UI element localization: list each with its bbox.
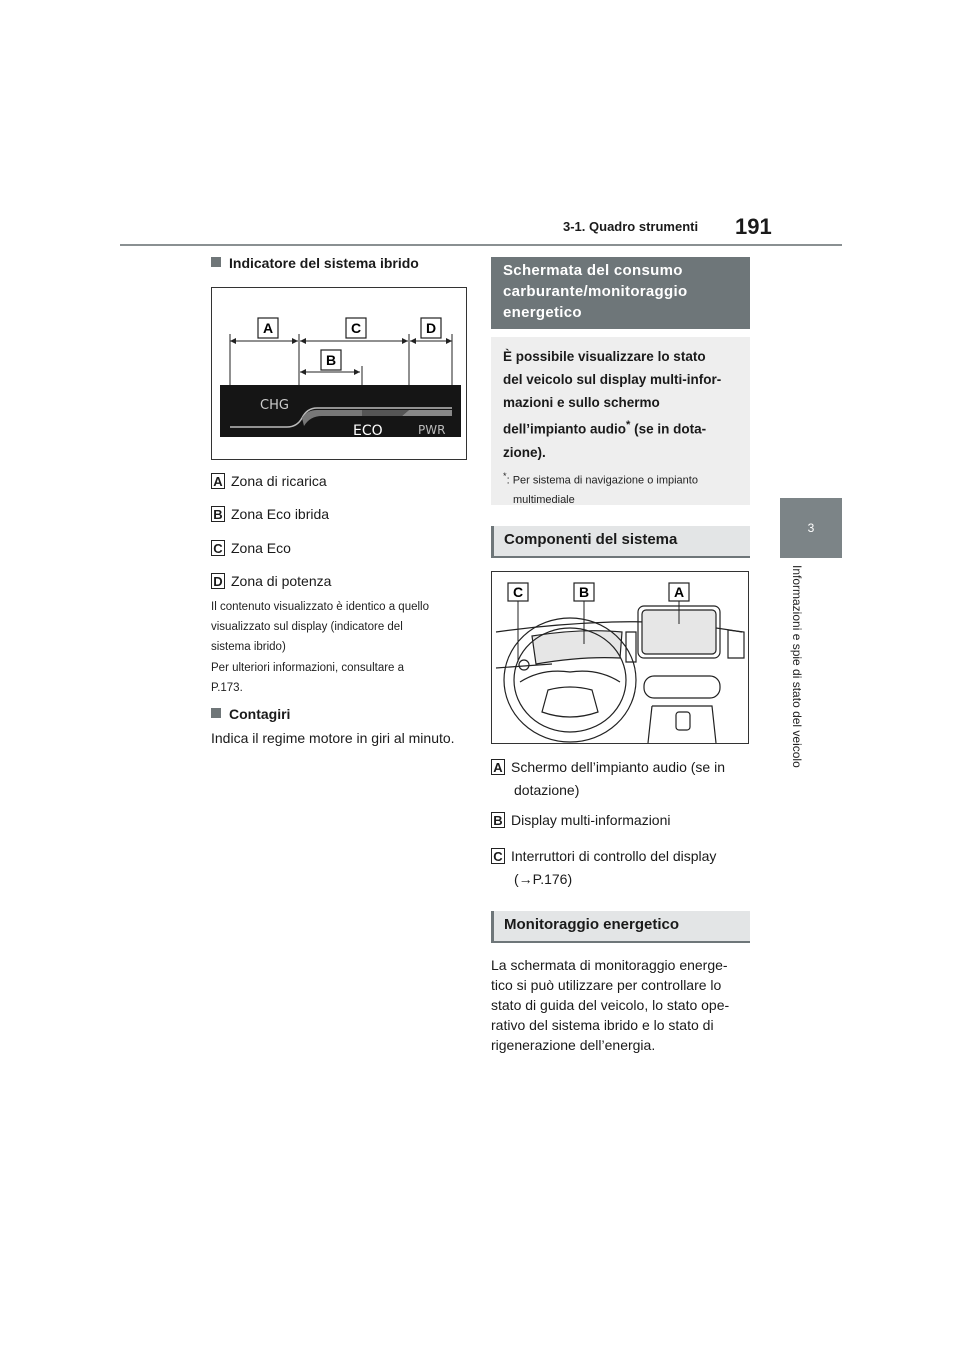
hybrid-indicator-figure (211, 287, 467, 460)
legend-letter: C (211, 540, 225, 556)
tachometer-heading: Contagiri (211, 706, 290, 722)
fuel-energy-heading: Schermata del consumo carburante/monitoraggio energetico (491, 257, 750, 329)
legend-item-b: B Zona Eco ibrida (211, 506, 329, 522)
legend-letter: D (211, 573, 225, 589)
chapter-tab (780, 498, 842, 558)
components-heading: Componenti del sistema (491, 526, 750, 558)
component-letter: B (491, 812, 505, 828)
header-divider (120, 244, 842, 246)
intro-line: È possibile visualizzare lo stato (503, 349, 706, 364)
component-item-c: C Interruttori di controllo del display (→P.176) (491, 845, 716, 891)
intro-line: zione). (503, 444, 546, 460)
callout-b: B (325, 352, 337, 368)
footnote: *: Per sistema di navigazione o impianto (503, 470, 698, 487)
hybrid-indicator-illustration (212, 288, 466, 459)
intro-box: È possibile visualizzare lo stato del veicolo sul display multi-infor- mazioni e sullo schermo dell’impianto audio* (se in dota- zione). *: Per sistema di navigazione o impianto multimediale (491, 337, 750, 505)
pwr-label: PWR (418, 423, 446, 437)
legend-item-d: D Zona di potenza (211, 573, 331, 589)
callout-d: D (425, 320, 437, 336)
page-number: 191 (735, 214, 772, 239)
component-item-a: A Schermo dell’impianto audio (se in dotazione) (491, 756, 725, 802)
legend-item-a: A Zona di ricarica (211, 473, 327, 489)
intro-line: del veicolo sul display multi-infor- (503, 372, 722, 387)
callout-b: B (578, 584, 590, 600)
intro-line: mazioni e sullo schermo (503, 395, 660, 410)
component-letter: C (491, 848, 505, 864)
chapter-title-vertical (790, 565, 810, 805)
legend-item-c: C Zona Eco (211, 540, 291, 556)
hybrid-indicator-heading: Indicatore del sistema ibrido (211, 255, 419, 271)
dashboard-figure (491, 571, 749, 744)
eco-label: ECO (353, 423, 383, 439)
bullet-square-icon (211, 708, 221, 718)
callout-c: C (350, 320, 362, 336)
reference-note: Per ulteriori informazioni, consultare a P.173. (211, 662, 405, 694)
section-title: 3-1. Quadro strumenti (563, 219, 699, 234)
component-letter: A (491, 759, 505, 775)
callout-a: A (673, 584, 685, 600)
bullet-square-icon (211, 257, 221, 267)
energy-monitor-heading: Monitoraggio energetico (491, 911, 750, 943)
dashboard-illustration (492, 572, 748, 743)
intro-line: dell’impianto audio* (se in dota- (503, 419, 707, 437)
chapter-title: Informazioni e spie di stato del veicolo (790, 565, 804, 768)
display-note: Il contenuto visualizzato è identico a quello visualizzato sul display (indicatore del sistema ibrido) (211, 601, 430, 653)
chapter-number: 3 (807, 521, 815, 535)
legend-letter: B (211, 506, 225, 522)
energy-monitor-text: La schermata di monitoraggio energe- tico si può utilizzare per controllare lo stato di guida del veicolo, lo stato ope- rativo del sistema ibrido e lo stato di rigenerazione dell’energia. (491, 957, 730, 1053)
tachometer-text: Indica il regime motore in giri al minuto. (211, 730, 455, 746)
chg-label: CHG (260, 398, 289, 413)
legend-letter: A (211, 473, 225, 489)
callout-c: C (512, 584, 524, 600)
component-item-b: B Display multi-informazioni (491, 812, 671, 828)
callout-a: A (262, 320, 274, 336)
